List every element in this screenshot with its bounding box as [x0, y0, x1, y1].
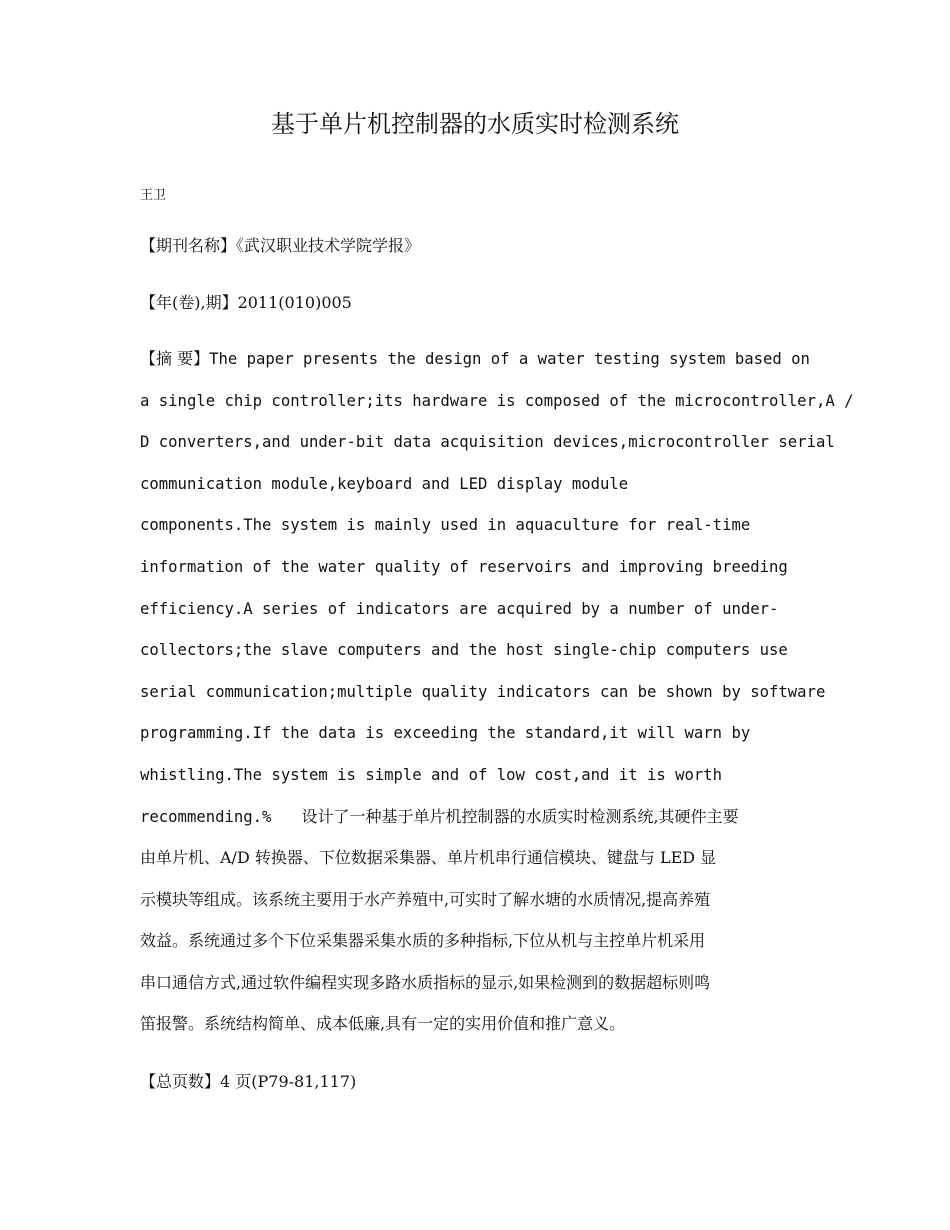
abstract-line: information of the water quality of reservoirs and improving breeding [140, 557, 788, 576]
document-title: 基于单片机控制器的水质实时检测系统 [271, 110, 679, 138]
abstract-line: components.The system is mainly used in aquaculture for real-time [140, 516, 751, 535]
abstract-line: efficiency.A series of indicators are acquired by a number of under- [140, 599, 779, 618]
abstract [140, 347, 854, 1054]
abstract-text-en: The paper presents the design of a water testing system based on [209, 350, 810, 368]
abstract-line: D converters,and under-bit data acquisition devices,microcontroller serial [140, 433, 835, 452]
abstract-line [140, 805, 840, 847]
abstract-line: 示模块等组成。该系统主要用于水产养殖中,可实时了解水塘的水质情况,提高养殖 [140, 889, 711, 909]
abstract-label: 【摘 要】 [140, 349, 210, 368]
abstract-text-zh-start: 设计了一种基于单片机控制器的水质实时检测系统,其硬件主要 [301, 806, 739, 826]
abstract-line: 由单片机、A/D 转换器、下位数据采集器、单片机串行通信模块、键盘与 LED 显 [140, 848, 717, 868]
abstract-line: communication module,keyboard and LED display module [140, 474, 629, 493]
abstract-line: whistling.The system is simple and of low cost,and it is worth [140, 765, 723, 784]
abstract-line [140, 347, 840, 389]
total-pages: 【总页数】4 页(P79-81,117) [140, 1072, 357, 1091]
year-volume-issue: 【年(卷),期】2011(010)005 [140, 293, 352, 312]
abstract-text-en-end: recommending.% [140, 807, 272, 826]
journal-name: 【期刊名称】《武汉职业技术学院学报》 [140, 236, 421, 255]
abstract-line: serial communication;multiple quality indicators can be shown by software [140, 682, 826, 701]
author: 王卫 [140, 188, 167, 203]
abstract-line: 串口通信方式,通过软件编程实现多路水质指标的显示,如果检测到的数据超标则鸣 [140, 972, 711, 992]
abstract-line: collectors;the slave computers and the host single-chip computers use [140, 641, 788, 660]
abstract-line: a single chip controller;its hardware is composed of the microcontroller,A / [140, 391, 854, 410]
abstract-line: 笛报警。系统结构简单、成本低廉,具有一定的实用价值和推广意义。 [140, 1014, 626, 1034]
abstract-line: programming.If the data is exceeding the standard,it will warn by [140, 724, 751, 743]
abstract-line: 效益。系统通过多个下位采集器采集水质的多种指标,下位从机与主控单片机采用 [140, 931, 706, 951]
